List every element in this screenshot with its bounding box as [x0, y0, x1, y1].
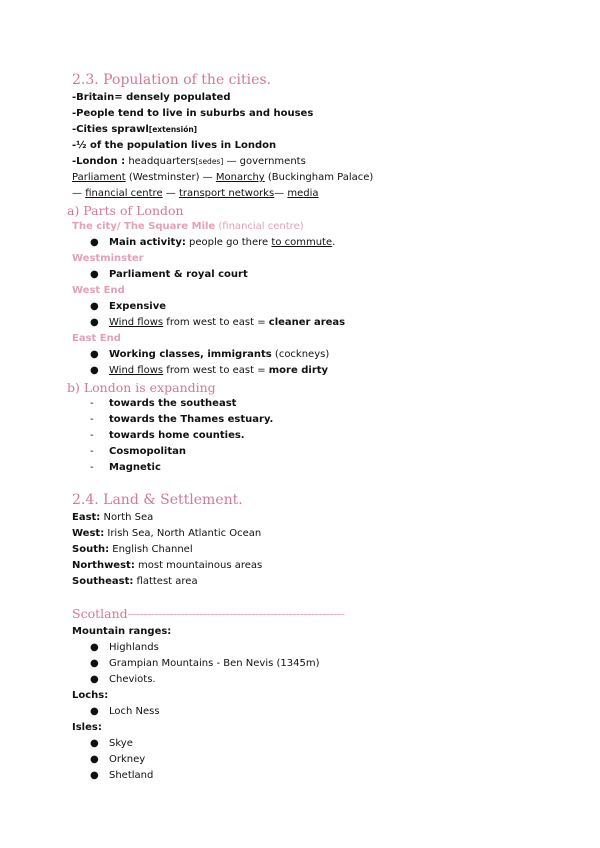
bullet-list: [72, 640, 542, 688]
bullet-icon: ●: [90, 642, 99, 653]
bullet-icon: ●: [90, 365, 99, 376]
list-item: - towards the southeast: [72, 396, 542, 412]
list-item: ● Main activity: people go there to commute.: [72, 235, 542, 251]
list-item: ● Skye: [72, 736, 542, 752]
section-title-population: 2.3. Population of the cities.: [72, 72, 272, 88]
dash-icon: -: [90, 462, 94, 473]
bullet-list: [72, 347, 542, 379]
note-line: South: English Channel: [72, 544, 193, 555]
bullet-list: [72, 299, 542, 331]
bullet-icon: ●: [90, 237, 99, 248]
list-title-mountains: Mountain ranges:: [72, 626, 172, 637]
subsection-title-parts: a) Parts of London: [67, 203, 184, 218]
area-title-west-end: West End: [72, 285, 125, 296]
note-line: -Britain= densely populated: [72, 92, 231, 103]
list-item: ● Expensive: [72, 299, 542, 315]
list-item: ● Working classes, immigrants (cockneys): [72, 347, 542, 363]
bullet-icon: ●: [90, 317, 99, 328]
list-item: ● Highlands: [72, 640, 542, 656]
list-item: ● Loch Ness: [72, 704, 542, 720]
bullet-icon: ●: [90, 349, 99, 360]
bullet-list: [72, 704, 542, 720]
bullet-icon: ●: [90, 269, 99, 280]
note-line: -Cities sprawl[extensión]: [72, 124, 198, 135]
area-title-east-end: East End: [72, 333, 121, 344]
list-item: - towards the Thames estuary.: [72, 412, 542, 428]
area-title-city: The city/ The Square Mile (financial centre): [72, 221, 304, 232]
note-line: -People tend to live in suburbs and houses: [72, 108, 314, 119]
dash-list: [72, 396, 542, 476]
bullet-list: [72, 235, 542, 251]
bullet-icon: ●: [90, 770, 99, 781]
list-title-isles: Isles:: [72, 722, 102, 733]
list-item: ● Orkney: [72, 752, 542, 768]
section-title-land: 2.4. Land & Settlement.: [72, 492, 243, 508]
bullet-icon: ●: [90, 738, 99, 749]
scotland-heading: Scotland—-------------------------------------------------------: [72, 606, 345, 621]
dash-icon: -: [90, 398, 94, 409]
list-item: - towards home counties.: [72, 428, 542, 444]
dash-icon: -: [90, 446, 94, 457]
bullet-icon: ●: [90, 658, 99, 669]
dash-icon: -: [90, 430, 94, 441]
list-item: ● Parliament & royal court: [72, 267, 542, 283]
note-line: -½ of the population lives in London: [72, 140, 277, 151]
note-line: — financial centre — transport networks— media: [72, 188, 319, 199]
bullet-list: [72, 736, 542, 784]
bullet-icon: ●: [90, 754, 99, 765]
bullet-icon: ●: [90, 301, 99, 312]
list-item: ● Wind flows from west to east = cleaner areas: [72, 315, 542, 331]
note-line: -London : headquarters[sedes] — governments: [72, 156, 306, 167]
bullet-list: [72, 267, 542, 283]
note-line: Northwest: most mountainous areas: [72, 560, 263, 571]
list-item: - Magnetic: [72, 460, 542, 476]
list-item: ● Wind flows from west to east = more dirty: [72, 363, 542, 379]
subsection-title-expanding: b) London is expanding: [67, 380, 216, 395]
bullet-icon: ●: [90, 674, 99, 685]
note-line: East: North Sea: [72, 512, 154, 523]
area-title-westminster: Westminster: [72, 253, 144, 264]
list-item: ● Shetland: [72, 768, 542, 784]
list-item: ● Cheviots.: [72, 672, 542, 688]
list-title-lochs: Lochs:: [72, 690, 109, 701]
note-line: Southeast: flattest area: [72, 576, 198, 587]
note-line: Parliament (Westminster) — Monarchy (Buckingham Palace): [72, 172, 374, 183]
list-item: ● Grampian Mountains - Ben Nevis (1345m): [72, 656, 542, 672]
list-item: - Cosmopolitan: [72, 444, 542, 460]
dash-icon: -: [90, 414, 94, 425]
note-line: West: Irish Sea, North Atlantic Ocean: [72, 528, 262, 539]
bullet-icon: ●: [90, 706, 99, 717]
divider-dashes: —-------------------------------------------------------: [127, 606, 345, 621]
document-page: [67, 70, 542, 784]
